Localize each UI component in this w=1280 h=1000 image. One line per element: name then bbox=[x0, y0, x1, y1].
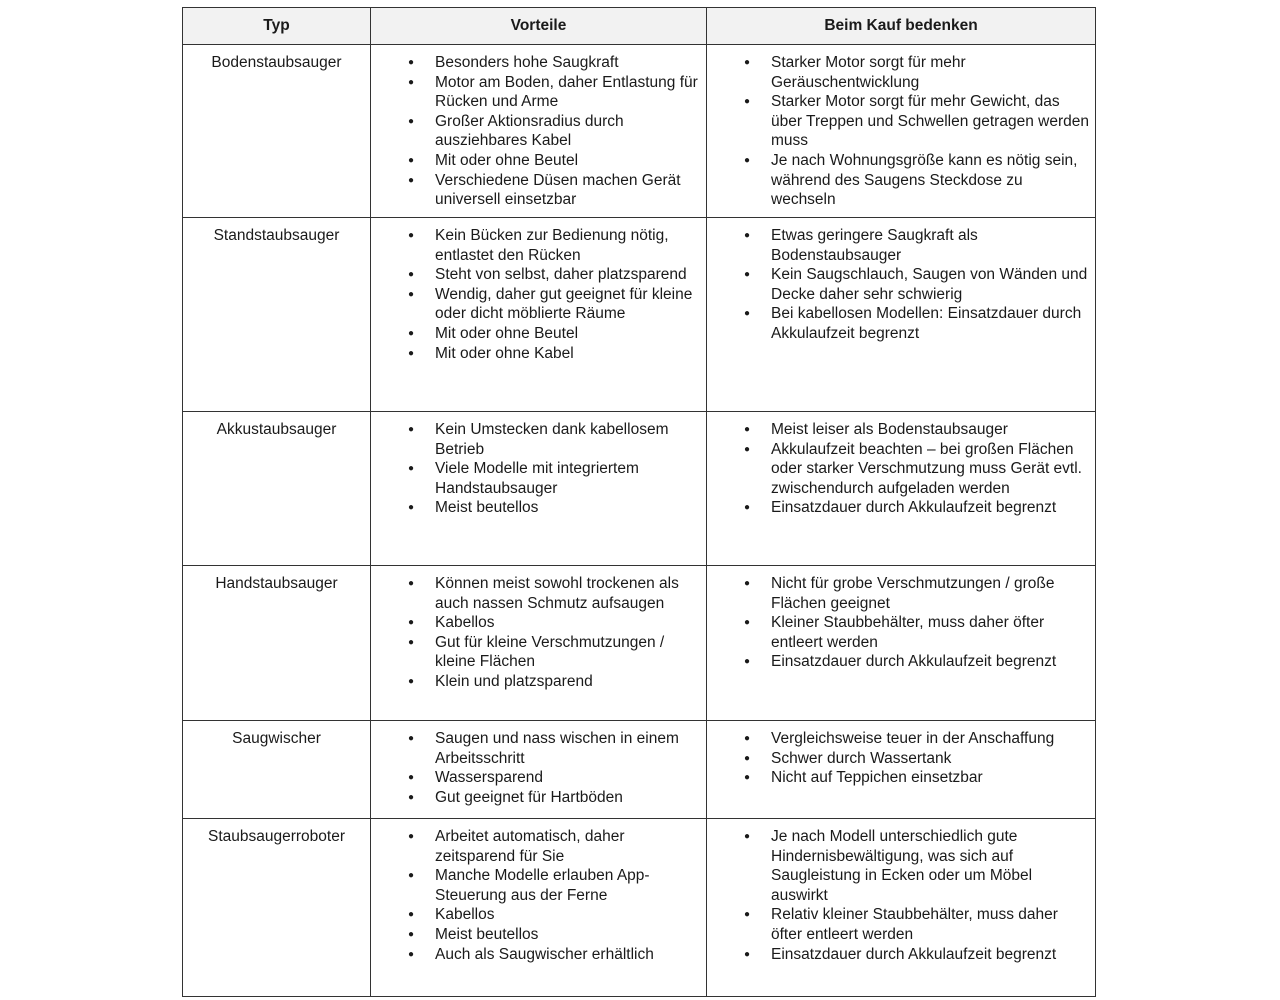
list-item: ● Mit oder ohne Beutel bbox=[375, 324, 702, 344]
type-cell: Standstaubsauger bbox=[183, 218, 371, 412]
table-row bbox=[183, 412, 1096, 566]
list-item: ● Mit oder ohne Beutel bbox=[375, 151, 702, 171]
cons-cell bbox=[707, 218, 1096, 412]
list-item: ● Kein Saugschlauch, Saugen von Wänden und Decke daher sehr schwierig bbox=[711, 265, 1091, 304]
list-item: ● Einsatzdauer durch Akkulaufzeit begrenzt bbox=[711, 652, 1091, 672]
list-item: ● Kein Umstecken dank kabellosem Betrieb bbox=[375, 420, 702, 459]
list-item: ● Je nach Wohnungsgröße kann es nötig sein, während des Saugens Steckdose zu wechseln bbox=[711, 151, 1091, 210]
list-item: ● Viele Modelle mit integriertem Handstaubsauger bbox=[375, 459, 702, 498]
pros-cell bbox=[371, 721, 707, 819]
list-item: ● Verschiedene Düsen machen Gerät universell einsetzbar bbox=[375, 171, 702, 210]
header-typ: Typ bbox=[183, 8, 371, 45]
list-item: ● Gut geeignet für Hartböden bbox=[375, 788, 702, 808]
cons-cell bbox=[707, 566, 1096, 721]
pros-list bbox=[375, 729, 702, 807]
list-item: ● Starker Motor sorgt für mehr Geräuschentwicklung bbox=[711, 53, 1091, 92]
cons-cell bbox=[707, 819, 1096, 997]
list-item: ● Besonders hohe Saugkraft bbox=[375, 53, 702, 73]
list-item: ● Nicht für grobe Verschmutzungen / große Flächen geeignet bbox=[711, 574, 1091, 613]
table-row bbox=[183, 566, 1096, 721]
pros-cell bbox=[371, 819, 707, 997]
cons-list bbox=[711, 420, 1091, 518]
list-item: ● Saugen und nass wischen in einem Arbeitsschritt bbox=[375, 729, 702, 768]
list-item: ● Nicht auf Teppichen einsetzbar bbox=[711, 768, 1091, 788]
pros-list bbox=[375, 420, 702, 518]
cons-list bbox=[711, 729, 1091, 788]
list-item: ● Auch als Saugwischer erhältlich bbox=[375, 945, 702, 965]
type-cell: Akkustaubsauger bbox=[183, 412, 371, 566]
list-item: ● Mit oder ohne Kabel bbox=[375, 344, 702, 364]
list-item: ● Großer Aktionsradius durch ausziehbares Kabel bbox=[375, 112, 702, 151]
list-item: ● Wassersparend bbox=[375, 768, 702, 788]
list-item: ● Etwas geringere Saugkraft als Bodenstaubsauger bbox=[711, 226, 1091, 265]
list-item: ● Relativ kleiner Staubbehälter, muss daher öfter entleert werden bbox=[711, 905, 1091, 944]
list-item: ● Je nach Modell unterschiedlich gute Hindernisbewältigung, was sich auf Saugleistung in Ecken oder um Möbel auswirkt bbox=[711, 827, 1091, 905]
list-item: ● Bei kabellosen Modellen: Einsatzdauer durch Akkulaufzeit begrenzt bbox=[711, 304, 1091, 343]
type-cell: Bodenstaubsauger bbox=[183, 45, 371, 218]
list-item: ● Können meist sowohl trockenen als auch nassen Schmutz aufsaugen bbox=[375, 574, 702, 613]
cons-cell bbox=[707, 45, 1096, 218]
type-cell: Saugwischer bbox=[183, 721, 371, 819]
table-row bbox=[183, 819, 1096, 997]
header-vorteile: Vorteile bbox=[371, 8, 707, 45]
header-row bbox=[183, 8, 1096, 45]
table-row bbox=[183, 721, 1096, 819]
pros-list bbox=[375, 53, 702, 210]
list-item: ● Klein und platzsparend bbox=[375, 672, 702, 692]
list-item: ● Starker Motor sorgt für mehr Gewicht, das über Treppen und Schwellen getragen werden muss bbox=[711, 92, 1091, 151]
cons-list bbox=[711, 226, 1091, 344]
list-item: ● Arbeitet automatisch, daher zeitsparend für Sie bbox=[375, 827, 702, 866]
list-item: ● Kein Bücken zur Bedienung nötig, entlastet den Rücken bbox=[375, 226, 702, 265]
list-item: ● Schwer durch Wassertank bbox=[711, 749, 1091, 769]
cons-cell bbox=[707, 721, 1096, 819]
list-item: ● Gut für kleine Verschmutzungen / kleine Flächen bbox=[375, 633, 702, 672]
header-beim-kauf-bedenken: Beim Kauf bedenken bbox=[707, 8, 1096, 45]
pros-cell bbox=[371, 412, 707, 566]
table-body bbox=[183, 45, 1096, 997]
list-item: ● Kabellos bbox=[375, 905, 702, 925]
list-item: ● Meist beutellos bbox=[375, 498, 702, 518]
type-cell: Staubsaugerroboter bbox=[183, 819, 371, 997]
cons-list bbox=[711, 827, 1091, 964]
pros-list bbox=[375, 226, 702, 363]
list-item: ● Wendig, daher gut geeignet für kleine oder dicht möblierte Räume bbox=[375, 285, 702, 324]
list-item: ● Vergleichsweise teuer in der Anschaffung bbox=[711, 729, 1091, 749]
cons-list bbox=[711, 53, 1091, 210]
cons-cell bbox=[707, 412, 1096, 566]
pros-cell bbox=[371, 566, 707, 721]
pros-cell bbox=[371, 218, 707, 412]
list-item: ● Kabellos bbox=[375, 613, 702, 633]
list-item: ● Manche Modelle erlauben App-Steuerung aus der Ferne bbox=[375, 866, 702, 905]
table-row bbox=[183, 45, 1096, 218]
pros-list bbox=[375, 574, 702, 692]
list-item: ● Akkulaufzeit beachten – bei großen Flächen oder starker Verschmutzung muss Gerät evtl. zwischendurch aufgeladen werden bbox=[711, 440, 1091, 499]
vacuum-comparison-table bbox=[182, 7, 1096, 997]
list-item: ● Einsatzdauer durch Akkulaufzeit begrenzt bbox=[711, 945, 1091, 965]
list-item: ● Steht von selbst, daher platzsparend bbox=[375, 265, 702, 285]
pros-cell bbox=[371, 45, 707, 218]
list-item: ● Einsatzdauer durch Akkulaufzeit begrenzt bbox=[711, 498, 1091, 518]
list-item: ● Meist leiser als Bodenstaubsauger bbox=[711, 420, 1091, 440]
cons-list bbox=[711, 574, 1091, 672]
list-item: ● Meist beutellos bbox=[375, 925, 702, 945]
pros-list bbox=[375, 827, 702, 964]
list-item: ● Kleiner Staubbehälter, muss daher öfter entleert werden bbox=[711, 613, 1091, 652]
list-item: ● Motor am Boden, daher Entlastung für Rücken und Arme bbox=[375, 73, 702, 112]
table-row bbox=[183, 218, 1096, 412]
type-cell: Handstaubsauger bbox=[183, 566, 371, 721]
